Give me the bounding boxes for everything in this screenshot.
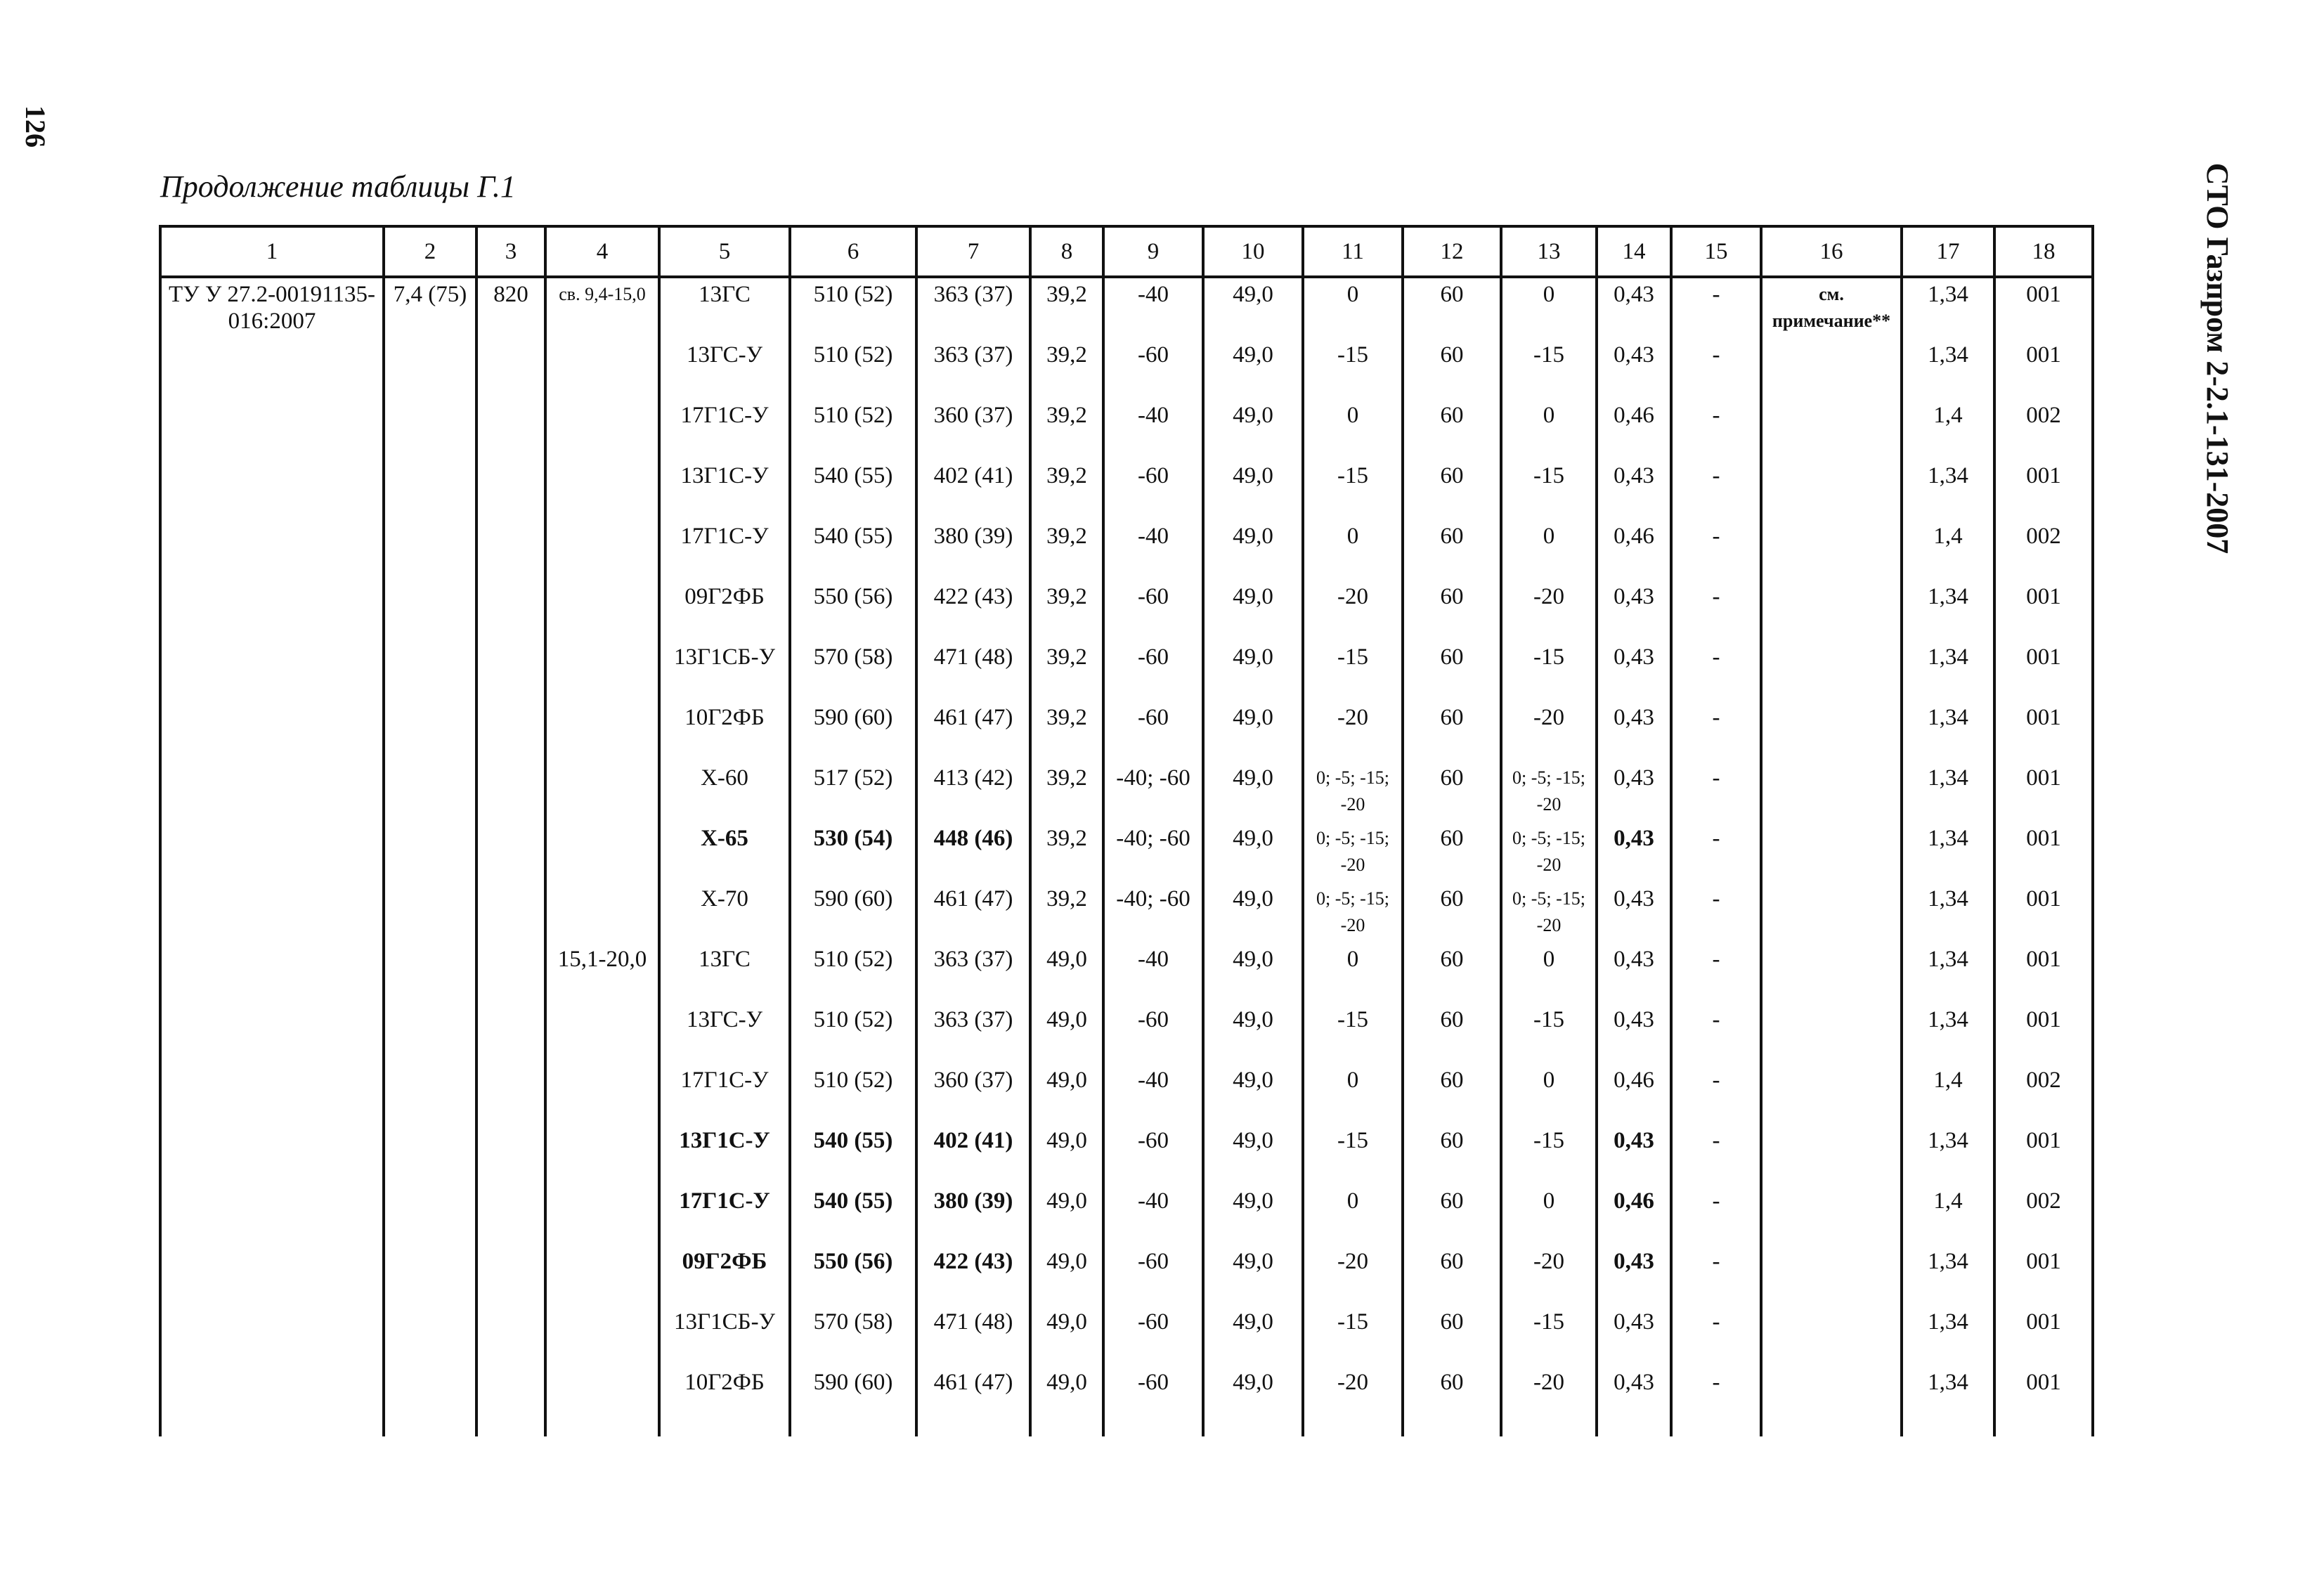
col10-cell: 49,0: [1203, 943, 1303, 1004]
col9-cell: -40; -60: [1103, 883, 1203, 943]
tensile-cell: 510 (52): [790, 943, 916, 1004]
col10-cell: 49,0: [1203, 701, 1303, 762]
tensile-cell: 550 (56): [790, 580, 916, 641]
steel-grade-cell: X-70: [659, 883, 790, 943]
column-header-2: 2: [384, 226, 476, 277]
tensile-cell: 540 (55): [790, 520, 916, 580]
col15-cell: -: [1671, 580, 1761, 641]
col8-cell: 49,0: [1030, 1306, 1103, 1366]
col8-cell: 39,2: [1030, 641, 1103, 701]
steel-grade-cell: 17Г1С-У: [659, 1185, 790, 1245]
col18-cell: 001: [1994, 277, 2093, 339]
col18-cell: 002: [1994, 1064, 2093, 1124]
column-header-1: 1: [160, 226, 384, 277]
col11-cell: 0; -5; -15; -20: [1303, 822, 1403, 883]
col10-cell: 49,0: [1203, 1306, 1303, 1366]
col14-cell: 0,43: [1597, 883, 1671, 943]
col12-cell: 60: [1403, 1366, 1501, 1436]
col9-cell: -40; -60: [1103, 762, 1203, 822]
col12-cell: 60: [1403, 822, 1501, 883]
col8-cell: 49,0: [1030, 1185, 1103, 1245]
col17-cell: 1,34: [1902, 339, 1994, 399]
column-header-5: 5: [659, 226, 790, 277]
yield-cell: 363 (37): [916, 1004, 1030, 1064]
yield-cell: 413 (42): [916, 762, 1030, 822]
col17-cell: 1,34: [1902, 460, 1994, 520]
col8-cell: 39,2: [1030, 822, 1103, 883]
header-row: [160, 226, 2093, 277]
col8-cell: 49,0: [1030, 1366, 1103, 1436]
col14-cell: 0,43: [1597, 701, 1671, 762]
col11-cell: 0: [1303, 1185, 1403, 1245]
col9-cell: -60: [1103, 641, 1203, 701]
col10-cell: 49,0: [1203, 641, 1303, 701]
col15-cell: -: [1671, 1124, 1761, 1185]
column-header-16: 16: [1761, 226, 1902, 277]
tensile-cell: 510 (52): [790, 277, 916, 339]
tensile-cell: 570 (58): [790, 641, 916, 701]
col10-cell: 49,0: [1203, 1004, 1303, 1064]
col12-cell: 60: [1403, 883, 1501, 943]
yield-cell: 363 (37): [916, 277, 1030, 339]
col17-cell: 1,4: [1902, 1185, 1994, 1245]
col14-cell: 0,46: [1597, 1064, 1671, 1124]
tensile-cell: 510 (52): [790, 1064, 916, 1124]
col18-cell: 001: [1994, 1245, 2093, 1306]
col12-cell: 60: [1403, 641, 1501, 701]
col13-cell: -15: [1501, 1004, 1597, 1064]
col15-cell: -: [1671, 1366, 1761, 1436]
steel-grade-cell: 13Г1С-У: [659, 460, 790, 520]
col10-cell: 49,0: [1203, 277, 1303, 339]
col17-cell: 1,34: [1902, 580, 1994, 641]
steel-grade-cell: 13Г1СБ-У: [659, 1306, 790, 1366]
col15-cell: -: [1671, 520, 1761, 580]
col17-cell: 1,4: [1902, 1064, 1994, 1124]
col17-cell: 1,34: [1902, 762, 1994, 822]
steel-grade-cell: 13ГС-У: [659, 339, 790, 399]
col14-cell: 0,46: [1597, 520, 1671, 580]
col9-cell: -40: [1103, 277, 1203, 339]
tensile-cell: 590 (60): [790, 1366, 916, 1436]
col13-cell: 0; -5; -15; -20: [1501, 822, 1597, 883]
yield-cell: 471 (48): [916, 641, 1030, 701]
col17-cell: 1,34: [1902, 1124, 1994, 1185]
yield-cell: 402 (41): [916, 1124, 1030, 1185]
col13-cell: 0: [1501, 1185, 1597, 1245]
col17-cell: 1,34: [1902, 641, 1994, 701]
col10-cell: 49,0: [1203, 339, 1303, 399]
col12-cell: 60: [1403, 762, 1501, 822]
col8-cell: 39,2: [1030, 460, 1103, 520]
column-header-12: 12: [1403, 226, 1501, 277]
tensile-cell: 590 (60): [790, 883, 916, 943]
col15-cell: -: [1671, 339, 1761, 399]
steel-grade-cell: 09Г2ФБ: [659, 1245, 790, 1306]
col11-cell: -15: [1303, 1004, 1403, 1064]
tensile-cell: 570 (58): [790, 1306, 916, 1366]
pressure-cell: 7,4 (75): [384, 277, 476, 1436]
col12-cell: 60: [1403, 1185, 1501, 1245]
col17-cell: 1,34: [1902, 277, 1994, 339]
col9-cell: -40; -60: [1103, 822, 1203, 883]
col13-cell: 0: [1501, 520, 1597, 580]
col11-cell: -20: [1303, 1366, 1403, 1436]
col9-cell: -60: [1103, 580, 1203, 641]
col18-cell: 001: [1994, 1306, 2093, 1366]
col13-cell: -20: [1501, 1245, 1597, 1306]
col13-cell: -15: [1501, 339, 1597, 399]
col18-cell: 002: [1994, 520, 2093, 580]
col12-cell: 60: [1403, 460, 1501, 520]
col12-cell: 60: [1403, 1004, 1501, 1064]
wall-thickness-cell: св. 9,4-15,0: [545, 277, 659, 943]
column-header-10: 10: [1203, 226, 1303, 277]
col13-cell: 0: [1501, 943, 1597, 1004]
column-header-8: 8: [1030, 226, 1103, 277]
col10-cell: 49,0: [1203, 1185, 1303, 1245]
col9-cell: -60: [1103, 1245, 1203, 1306]
tensile-cell: 540 (55): [790, 1124, 916, 1185]
col8-cell: 39,2: [1030, 883, 1103, 943]
col12-cell: 60: [1403, 1245, 1501, 1306]
note-cell: см. примечание**: [1761, 277, 1902, 1436]
col13-cell: 0; -5; -15; -20: [1501, 762, 1597, 822]
col11-cell: 0: [1303, 520, 1403, 580]
col14-cell: 0,43: [1597, 1245, 1671, 1306]
wall-thickness-cell: 15,1-20,0: [545, 943, 659, 1436]
yield-cell: 360 (37): [916, 399, 1030, 460]
col9-cell: -60: [1103, 701, 1203, 762]
col11-cell: -15: [1303, 460, 1403, 520]
col17-cell: 1,34: [1902, 822, 1994, 883]
col11-cell: -20: [1303, 701, 1403, 762]
col13-cell: -20: [1501, 701, 1597, 762]
col18-cell: 001: [1994, 460, 2093, 520]
col11-cell: 0: [1303, 943, 1403, 1004]
col18-cell: 001: [1994, 339, 2093, 399]
col11-cell: 0; -5; -15; -20: [1303, 762, 1403, 822]
col8-cell: 39,2: [1030, 399, 1103, 460]
col15-cell: -: [1671, 1064, 1761, 1124]
col10-cell: 49,0: [1203, 822, 1303, 883]
col11-cell: -15: [1303, 339, 1403, 399]
col9-cell: -40: [1103, 943, 1203, 1004]
col15-cell: -: [1671, 943, 1761, 1004]
col12-cell: 60: [1403, 339, 1501, 399]
col17-cell: 1,34: [1902, 701, 1994, 762]
col8-cell: 49,0: [1030, 943, 1103, 1004]
col9-cell: -60: [1103, 460, 1203, 520]
yield-cell: 461 (47): [916, 701, 1030, 762]
col11-cell: -15: [1303, 1124, 1403, 1185]
yield-cell: 363 (37): [916, 943, 1030, 1004]
col15-cell: -: [1671, 399, 1761, 460]
col14-cell: 0,43: [1597, 822, 1671, 883]
yield-cell: 422 (43): [916, 580, 1030, 641]
yield-cell: 461 (47): [916, 883, 1030, 943]
document-code: СТО Газпром 2-2.1-131-2007: [2200, 162, 2235, 554]
col14-cell: 0,46: [1597, 399, 1671, 460]
col18-cell: 001: [1994, 1124, 2093, 1185]
col13-cell: -20: [1501, 1366, 1597, 1436]
steel-grade-cell: 17Г1С-У: [659, 520, 790, 580]
col8-cell: 49,0: [1030, 1004, 1103, 1064]
col17-cell: 1,34: [1902, 883, 1994, 943]
tensile-cell: 530 (54): [790, 822, 916, 883]
col15-cell: -: [1671, 1185, 1761, 1245]
col8-cell: 39,2: [1030, 277, 1103, 339]
tensile-cell: 540 (55): [790, 460, 916, 520]
col17-cell: 1,34: [1902, 1245, 1994, 1306]
col12-cell: 60: [1403, 1306, 1501, 1366]
col15-cell: -: [1671, 1245, 1761, 1306]
col17-cell: 1,4: [1902, 520, 1994, 580]
col8-cell: 39,2: [1030, 762, 1103, 822]
col9-cell: -60: [1103, 1124, 1203, 1185]
col18-cell: 001: [1994, 1366, 2093, 1436]
col10-cell: 49,0: [1203, 520, 1303, 580]
col9-cell: -60: [1103, 1004, 1203, 1064]
col12-cell: 60: [1403, 943, 1501, 1004]
col9-cell: -40: [1103, 399, 1203, 460]
col18-cell: 002: [1994, 399, 2093, 460]
yield-cell: 380 (39): [916, 520, 1030, 580]
steel-grade-cell: X-65: [659, 822, 790, 883]
tensile-cell: 510 (52): [790, 399, 916, 460]
column-header-13: 13: [1501, 226, 1597, 277]
column-header-18: 18: [1994, 226, 2093, 277]
col15-cell: -: [1671, 762, 1761, 822]
col15-cell: -: [1671, 1306, 1761, 1366]
col14-cell: 0,43: [1597, 339, 1671, 399]
col9-cell: -40: [1103, 1185, 1203, 1245]
yield-cell: 422 (43): [916, 1245, 1030, 1306]
col8-cell: 49,0: [1030, 1064, 1103, 1124]
steel-grade-cell: 13Г1СБ-У: [659, 641, 790, 701]
col13-cell: -15: [1501, 460, 1597, 520]
col14-cell: 0,43: [1597, 1004, 1671, 1064]
col13-cell: -15: [1501, 1124, 1597, 1185]
column-header-7: 7: [916, 226, 1030, 277]
col10-cell: 49,0: [1203, 1245, 1303, 1306]
col9-cell: -60: [1103, 1306, 1203, 1366]
yield-cell: 448 (46): [916, 822, 1030, 883]
col8-cell: 49,0: [1030, 1124, 1103, 1185]
yield-cell: 471 (48): [916, 1306, 1030, 1366]
col18-cell: 001: [1994, 641, 2093, 701]
col12-cell: 60: [1403, 277, 1501, 339]
col10-cell: 49,0: [1203, 762, 1303, 822]
col14-cell: 0,43: [1597, 762, 1671, 822]
col11-cell: 0; -5; -15; -20: [1303, 883, 1403, 943]
col9-cell: -60: [1103, 339, 1203, 399]
col9-cell: -60: [1103, 1366, 1203, 1436]
col13-cell: -20: [1501, 580, 1597, 641]
col13-cell: 0: [1501, 1064, 1597, 1124]
col9-cell: -40: [1103, 520, 1203, 580]
page-number: 126: [20, 105, 51, 148]
col18-cell: 001: [1994, 1004, 2093, 1064]
steel-grade-cell: 13ГС: [659, 943, 790, 1004]
col14-cell: 0,43: [1597, 641, 1671, 701]
col18-cell: 001: [1994, 762, 2093, 822]
col18-cell: 001: [1994, 580, 2093, 641]
column-header-17: 17: [1902, 226, 1994, 277]
col10-cell: 49,0: [1203, 1064, 1303, 1124]
col13-cell: 0: [1501, 399, 1597, 460]
col11-cell: -15: [1303, 1306, 1403, 1366]
column-header-11: 11: [1303, 226, 1403, 277]
col15-cell: -: [1671, 1004, 1761, 1064]
tensile-cell: 540 (55): [790, 1185, 916, 1245]
steel-grade-cell: 09Г2ФБ: [659, 580, 790, 641]
tensile-cell: 510 (52): [790, 1004, 916, 1064]
col18-cell: 001: [1994, 883, 2093, 943]
column-header-3: 3: [476, 226, 545, 277]
col11-cell: 0: [1303, 1064, 1403, 1124]
col8-cell: 39,2: [1030, 701, 1103, 762]
col10-cell: 49,0: [1203, 1124, 1303, 1185]
column-header-6: 6: [790, 226, 916, 277]
data-table: [159, 225, 2094, 1436]
column-header-15: 15: [1671, 226, 1761, 277]
col14-cell: 0,43: [1597, 1366, 1671, 1436]
yield-cell: 360 (37): [916, 1064, 1030, 1124]
col12-cell: 60: [1403, 1124, 1501, 1185]
yield-cell: 363 (37): [916, 339, 1030, 399]
col13-cell: 0; -5; -15; -20: [1501, 883, 1597, 943]
col17-cell: 1,4: [1902, 399, 1994, 460]
col12-cell: 60: [1403, 399, 1501, 460]
tensile-cell: 590 (60): [790, 701, 916, 762]
table-caption: Продолжение таблицы Г.1: [160, 169, 516, 204]
col15-cell: -: [1671, 641, 1761, 701]
col12-cell: 60: [1403, 701, 1501, 762]
col14-cell: 0,43: [1597, 277, 1671, 339]
col14-cell: 0,43: [1597, 1124, 1671, 1185]
col12-cell: 60: [1403, 580, 1501, 641]
col8-cell: 39,2: [1030, 339, 1103, 399]
col12-cell: 60: [1403, 520, 1501, 580]
col15-cell: -: [1671, 277, 1761, 339]
yield-cell: 380 (39): [916, 1185, 1030, 1245]
col18-cell: 002: [1994, 1185, 2093, 1245]
diameter-cell: 820: [476, 277, 545, 1436]
table-body: [160, 277, 2093, 1436]
tensile-cell: 510 (52): [790, 339, 916, 399]
col17-cell: 1,34: [1902, 1366, 1994, 1436]
col10-cell: 49,0: [1203, 580, 1303, 641]
col15-cell: -: [1671, 460, 1761, 520]
yield-cell: 461 (47): [916, 1366, 1030, 1436]
steel-grade-cell: 13ГС: [659, 277, 790, 339]
col11-cell: 0: [1303, 277, 1403, 339]
column-header-14: 14: [1597, 226, 1671, 277]
col13-cell: -15: [1501, 641, 1597, 701]
col8-cell: 49,0: [1030, 1245, 1103, 1306]
steel-grade-cell: X-60: [659, 762, 790, 822]
col13-cell: -15: [1501, 1306, 1597, 1366]
col15-cell: -: [1671, 822, 1761, 883]
tensile-cell: 517 (52): [790, 762, 916, 822]
col14-cell: 0,46: [1597, 1185, 1671, 1245]
col11-cell: -20: [1303, 1245, 1403, 1306]
spec-cell: ТУ У 27.2-00191135-016:2007: [160, 277, 384, 1436]
tensile-cell: 550 (56): [790, 1245, 916, 1306]
yield-cell: 402 (41): [916, 460, 1030, 520]
col13-cell: 0: [1501, 277, 1597, 339]
table-row: [160, 277, 2093, 339]
col10-cell: 49,0: [1203, 399, 1303, 460]
col8-cell: 39,2: [1030, 520, 1103, 580]
col18-cell: 001: [1994, 943, 2093, 1004]
col14-cell: 0,43: [1597, 580, 1671, 641]
col15-cell: -: [1671, 883, 1761, 943]
steel-grade-cell: 10Г2ФБ: [659, 701, 790, 762]
col12-cell: 60: [1403, 1064, 1501, 1124]
steel-grade-cell: 17Г1С-У: [659, 1064, 790, 1124]
col11-cell: -20: [1303, 580, 1403, 641]
steel-grade-cell: 13ГС-У: [659, 1004, 790, 1064]
steel-grade-cell: 10Г2ФБ: [659, 1366, 790, 1436]
col10-cell: 49,0: [1203, 460, 1303, 520]
col18-cell: 001: [1994, 822, 2093, 883]
col9-cell: -40: [1103, 1064, 1203, 1124]
col18-cell: 001: [1994, 701, 2093, 762]
col15-cell: -: [1671, 701, 1761, 762]
col8-cell: 39,2: [1030, 580, 1103, 641]
col14-cell: 0,43: [1597, 460, 1671, 520]
col17-cell: 1,34: [1902, 1004, 1994, 1064]
col10-cell: 49,0: [1203, 1366, 1303, 1436]
col17-cell: 1,34: [1902, 1306, 1994, 1366]
column-header-4: 4: [545, 226, 659, 277]
column-header-9: 9: [1103, 226, 1203, 277]
col14-cell: 0,43: [1597, 943, 1671, 1004]
col11-cell: 0: [1303, 399, 1403, 460]
col14-cell: 0,43: [1597, 1306, 1671, 1366]
steel-grade-cell: 13Г1С-У: [659, 1124, 790, 1185]
col17-cell: 1,34: [1902, 943, 1994, 1004]
steel-grade-cell: 17Г1С-У: [659, 399, 790, 460]
col10-cell: 49,0: [1203, 883, 1303, 943]
col11-cell: -15: [1303, 641, 1403, 701]
